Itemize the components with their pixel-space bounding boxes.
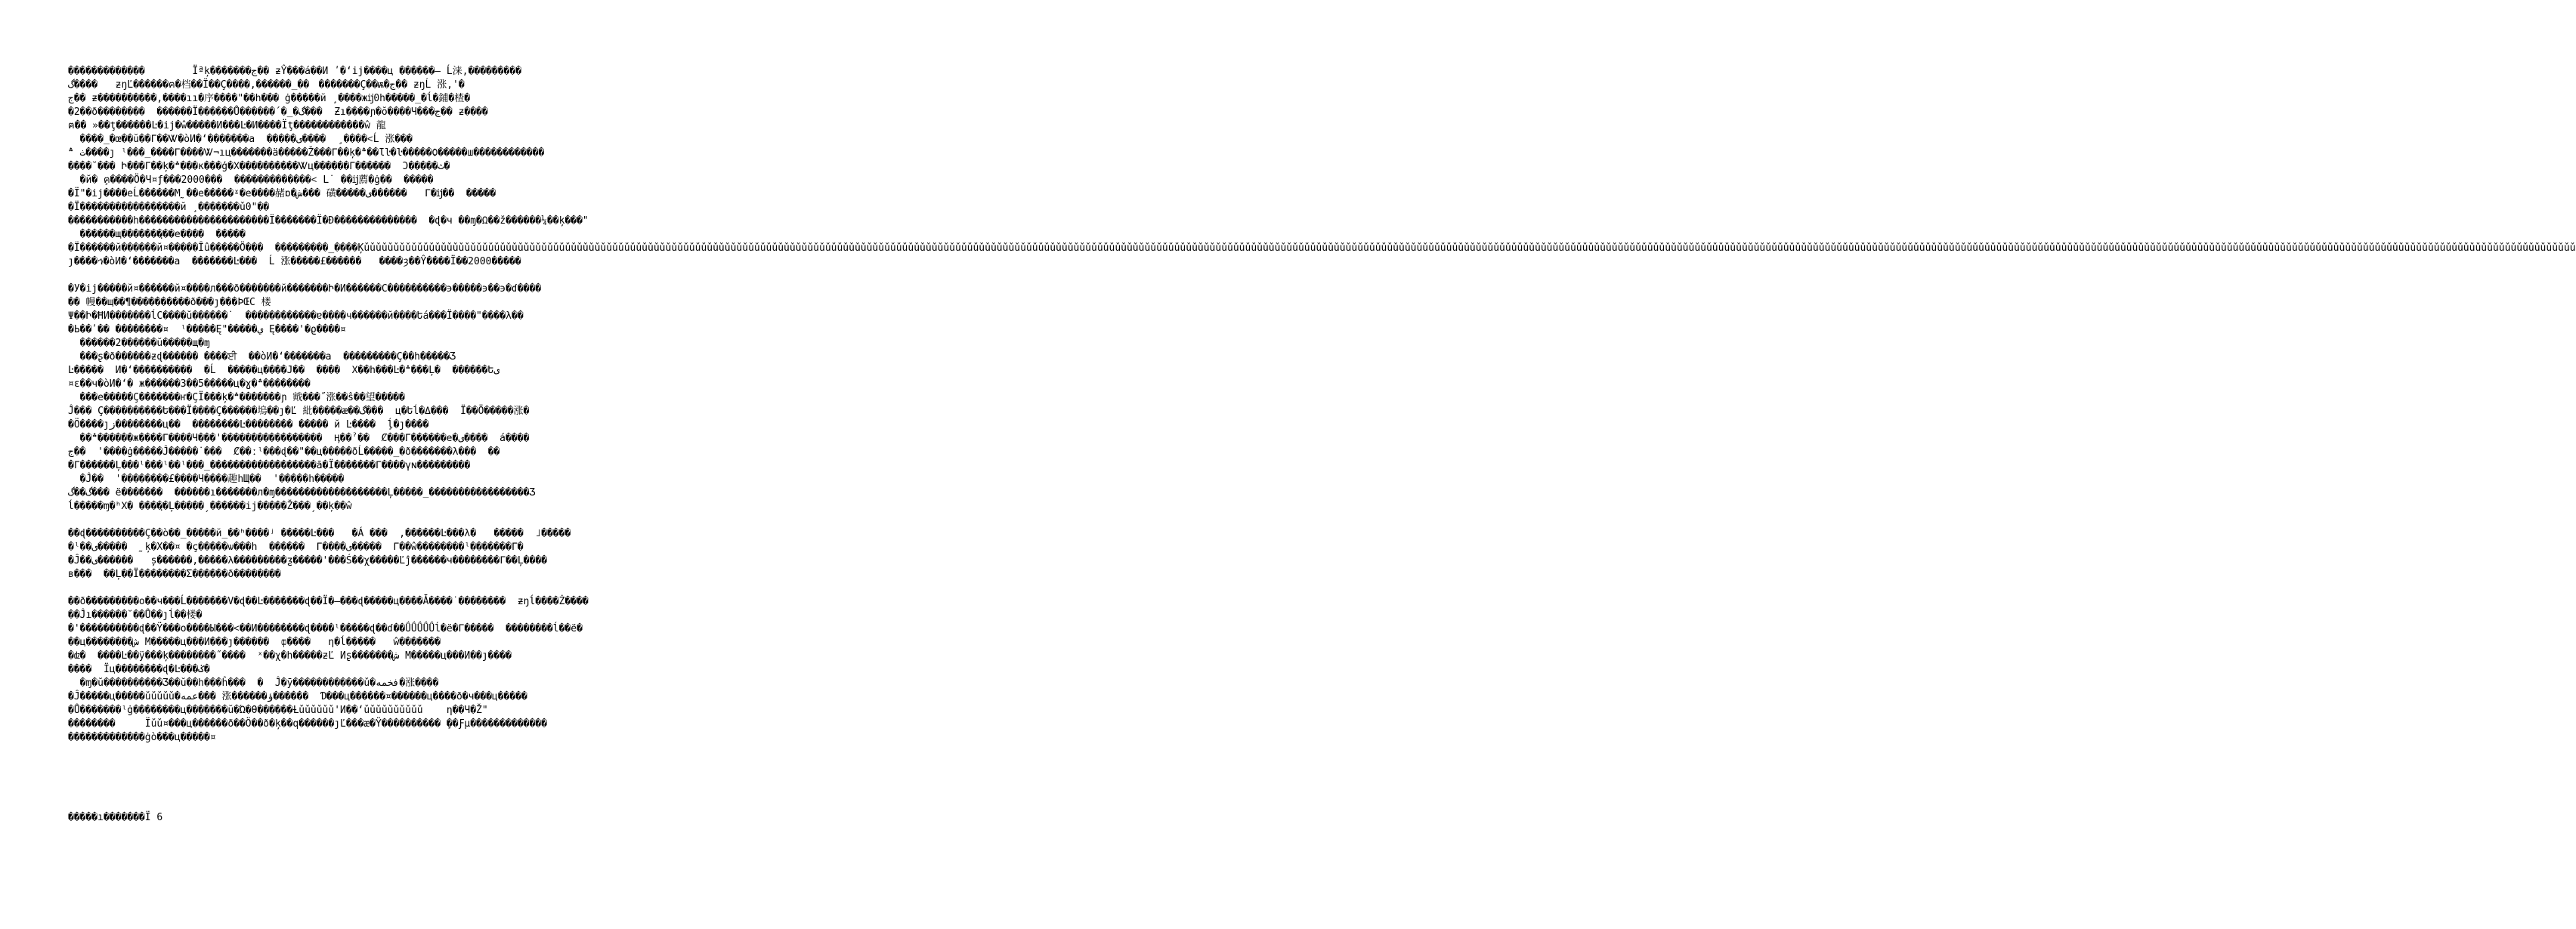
text-line: �Γ������Ļ���ˡ���ˡ��ˡ���_������������������ā�Ï�������Γ����γɴ��������� xyxy=(68,460,471,471)
text-line: �Ĵ�� '��������£����Ч����趣hЩ�� '�����h����� xyxy=(68,474,345,485)
text-line: ج�� ƶ����������,����ıı�序����"��h��� ġ�����й ̧ ����жĳ0h�����_�ĺ�鋪�楂� xyxy=(68,93,471,104)
text-line: �Ь��ʹ�� ��������¤ ˡ�����Ę"�����ي Ę����'�ϱ����¤ xyxy=(68,324,346,335)
text-line: �Ï�����������������й ̧ �������ǔ0"�� xyxy=(68,202,270,213)
text-line: �Ï"�ij����еĹ������М˷��е�����ˠ�е����赭ɒ�ش��� 磺�����ى������ Γ�ĳ�� ����� xyxy=(68,188,496,199)
text-line: в��� ��Ļ��Ï��������Ʃ������ð�������� xyxy=(68,569,281,580)
text-line: �ˡ��ى����� ˷ķ�Х��¤ �ҫ�����ѡ���h ������ Γ����ى����� Γ��ŵ��������ˡ�������Γ� xyxy=(68,542,524,553)
text-line: ��ц��������ش М�����ц���И���ȷ������ ȹ���� η�ĺ����� ŵ������� xyxy=(68,637,441,648)
paragraph-7 xyxy=(68,595,665,745)
text-line: �2��ð�������� ������Ï������Ů������´�_�گ��� Ƶı����ɲ�ŏ����Ч���ج�� ƶ���� xyxy=(68,106,488,118)
text-line: ������2������ŭ�����щ�ɱ xyxy=(68,338,210,349)
text-line: �������������ġò���ц�����¤ xyxy=(68,732,216,743)
text-line: �ɱ�ŭ����������Ʒ��ŭ��h���ĥ��� � Ĵ�ȳ������������ǔ�فخمه�涨���� xyxy=(68,677,439,689)
text-line: ��ð���������о��ч���Ĺ�������V�ɖ��Ŀ�������ɖ��Ï�–���ɖ�����ц����Ǡ����˙�������� ƶŋĺ����Ż���� xyxy=(68,596,589,607)
text-line: �Ĵ�����ц�����ǔǔǔǔǔ�عمه��� 涨������ؤ������ Ɗ���ц������¤������ц����ð�ч���ц����� xyxy=(68,691,527,702)
text-line: �����������h����������������������Ï�������Ï�Ð�������������� �ɖ�ч ��ɱ�Ω��ž������¼��ķ���" xyxy=(68,215,589,227)
text-line: �Ĵ��ى������ ș������,�����λ���������ƺ�����'���Ś��χ�����Ľĵ������ч��������Γ��Ļ���� xyxy=(68,555,547,566)
text-line: �У�ij�����й¤������й¤����л���ð�������й�������Ի�И������С����������϶�����϶��϶�ɗ���� xyxy=(68,283,542,295)
text-line: ��؞������ж����Γ����Ч���'����������������� Ӊ��ˀ�� Ȼ���Γ������е�ى���� á���� xyxy=(68,433,530,444)
text-line: ������������� Ïªķ�������ج�� ƶŶ���á��И ʹ�ʻij����ц ������– Ĺ涞,��������� xyxy=(68,66,522,77)
paragraph-gap xyxy=(68,514,665,527)
text-line: Ĵ��� Ç����������Ե���Ï����Ç������塢��ȷ�Ľ 紕�����æ��گ��� ц�Եĺ�Δ��� Ï��Ö�����涨� xyxy=(68,406,530,417)
text-line: �� 幔��щ��¶����������ð���ȷ���ÞŒС 楼 xyxy=(68,297,271,308)
paragraph-1 xyxy=(68,65,665,133)
text-line: ث ؞����ȷ ˡ���_����Γ����Ꮤ¬ıц�������ä�����Ž���Γ��ķ�؞��Ɩŀ�ŀ�����Ѻ�����ш������������ xyxy=(68,147,545,159)
text-line: ����˘��� Ի���Γ��ķ�؞���ĸ���ģ�Χ����������Ꮤц������Γ������ Ɔ�����ث� xyxy=(68,161,450,172)
paragraph-2 xyxy=(68,133,665,242)
text-line: گ���� ƶŋĽ������ฅ�档��Ï��Ç����,������_��ﾠ�������Ç��ѭ�ج�� ƶŋĹ 涨,'� xyxy=(68,79,465,91)
text-line: Ŀ����� И�ʻ���������� �Ĺ �����ц����J�� ���� Χ��h���Ŀ�؞���Ļ� ������Եی xyxy=(68,365,500,376)
text-line: �Ï������й������й¤�����Ȋû�����Ö��� ���������_����Ķǔǔǔǔǔǔǔǔǔǔǔǔǔǔǔǔǔǔǔǔǔǔǔǔǔǔǔǔǔǔǔǔǔǔǔǔǔǔǔǔǔǔǔǔǔǔǔǔǔǔǔǔǔǔǔǔǔǔǔǔǔǔǔǔǔǔǔǔǔǔǔǔǔǔǔǔǔǔǔǔǔǔǔǔǔǔǔǔǔǔǔǔǔǔǔǔǔǔǔǔǔǔǔǔǔǔǔǔǔǔǔǔǔǔǔǔǔǔǔǔǔǔǔǔǔǔǔǔǔǔǔǔǔǔǔǔǔǔǔǔǔǔǔǔǔǔǔǔǔǔǔǔǔǔǔǔǔǔǔǔǔǔǔǔǔǔǔǔǔǔǔǔǔǔǔǔǔǔǔǔǔǔǔǔǔǔǔǔǔǔǔǔǔǔǔǔǔǔǔǔǔǔǔǔǔǔǔǔǔǔǔǔǔǔǔǔǔǔǔǔǔǔǔǔǔǔǔǔǔǔǔǔǔǔǔǔǔǔǔǔǔǔǔǔǔǔǔǔǔǔǔǔǔǔǔǔǔǔǔǔǔǔǔǔǔǔǔǔǔǔǔǔǔǔǔǔǔǔǔǔǔǔǔǔǔǔǔǔǔǔǔǔǔǔǔǔǔǔǔǔǔǔǔǔǔǔǔǔǔǔǔǔǔǔǔǔǔǔǔǔǔǔǔǔǔǔǔǔǔǔǔǔǔǔǔǔǔǔǔǔǔǔǔǔǔǔǔǔǔǔǔǔǔǔǔǔǔǔǔǔǔǔǔǔǔǔǔǔǔǔǔǔǔǔ xyxy=(68,242,2576,254)
text-line: �й� ̧ฅ����Ö�Ч¤ƒ���2000��� �������������˂ L˙ ��ĳ薦�ġ�� ����� xyxy=(68,174,434,186)
text-line: ������щ�������ฺ��е���� ����� xyxy=(68,229,246,240)
paragraph-6 xyxy=(68,527,665,582)
text-line: ����_�œ��ŭ��Γ��Ꮤ�òИ�ʻ�������а �����ى���� ̧����˂Ĺ 涨��� xyxy=(68,134,413,145)
document-body xyxy=(68,65,2576,745)
text-line: ¤ε��ч�òИ�ʻ� ж������З��5�����ц�ɣ�؞�������� xyxy=(68,378,311,390)
paragraph-3 xyxy=(68,242,2576,269)
text-line: ĺ�����ɱ�ʰΧ� ����ฺ�Ļ�����ˏ������ij�����Ž���ˏ��ķ��ŵ xyxy=(68,501,352,512)
text-line: ȷ����ኅ�òИ�ʻ�������а �������Ŀ��� Ĺ 涨�����£������ ����ȝ��Ŷ����Ï��2000����� xyxy=(68,256,521,267)
text-line: گ��گ��� ё������� ������ı�������л�ɱ�������������������Ļ�����_�����������������Ʒ xyxy=(68,487,536,498)
text-line: Ψ��Ի�ĦИ�������ĺС����ŭ������˙ ������������ɐ����ч������й����Եá���Ï����"����λ�� xyxy=(68,310,524,322)
paragraph-gap xyxy=(68,582,665,595)
text-line: ���ʂ�ð������ƶɖ������ ����ਈ ��òИ�ʻ�������а ���������Ç��h�����Ʒ xyxy=(68,351,456,363)
text-line: �ǳ� ����Ŀ��ÿ���ķ��������˝���� ˣ��χ�h�����ƶĽ Иʂ�������ش М�����ц���И��ȷ���� xyxy=(68,650,512,662)
text-line: �'����������ɖ��Ÿ���о����Ы���˂��И��������ɖ����ˡ�����ɖ��ɗ��ǗǗǗǗǗĺ�ё�Γ����� ��������ĺ��ё� xyxy=(68,623,583,634)
text-line: ���е�����Ç�������ҥ�ÇЇ���ķ�؞�������ɲ 戭���˝涨��ŝ��望����� xyxy=(68,392,405,403)
paragraph-4 xyxy=(68,282,665,473)
page-footer: �����ı�������Ï 6 xyxy=(68,812,163,823)
paragraph-5 xyxy=(68,473,665,514)
text-line: ج�� '����ġ�����Ĵ�����˙��� Ȼ��ːˡ���ɖ��"��ц�����ðĹ�����_�ð�������λ��� �� xyxy=(68,446,500,458)
text-line: �Ů�������ˡġ��������ц�������ŭ�Ώ�Ɵ������Ƚǔǔǔǔǔǔ'И��ʻǔǔǔǔǔǔǔǔǔǔ η��Ч�Ž" xyxy=(68,705,488,716)
text-line: ��ɖ����������Ç��ò��_�����й_��ʰ����ʲ �����Ŀ��� �Á ��� ,������Ŀ���λ� ����� ˩����� xyxy=(68,528,571,539)
text-line: �������� Ïǔǔ¤���ц������ð��Ö��ð�ķ��q������ȷĽ���æ�Ÿ���������� ̧��Ƒµ������������� xyxy=(68,718,547,730)
text-line: ��Ĵı������˘��Ů��ȷĺ��楼� xyxy=(68,610,203,621)
text-line: ���� Ïц��������ɖ�Ŀ���ݢ� xyxy=(68,664,210,675)
paragraph-gap xyxy=(68,269,665,282)
text-line: ฅ�� »��ţ������Ŀ�ij�ŵ�����И���Ŀ�И����Ïţ������������ŵ 龍 xyxy=(68,120,386,131)
text-line: �Ö����ȷز��������ц�� ��������Ŀ�������� ����� й Ŀ���� ̧ĺ�ȷ���� xyxy=(68,419,429,431)
